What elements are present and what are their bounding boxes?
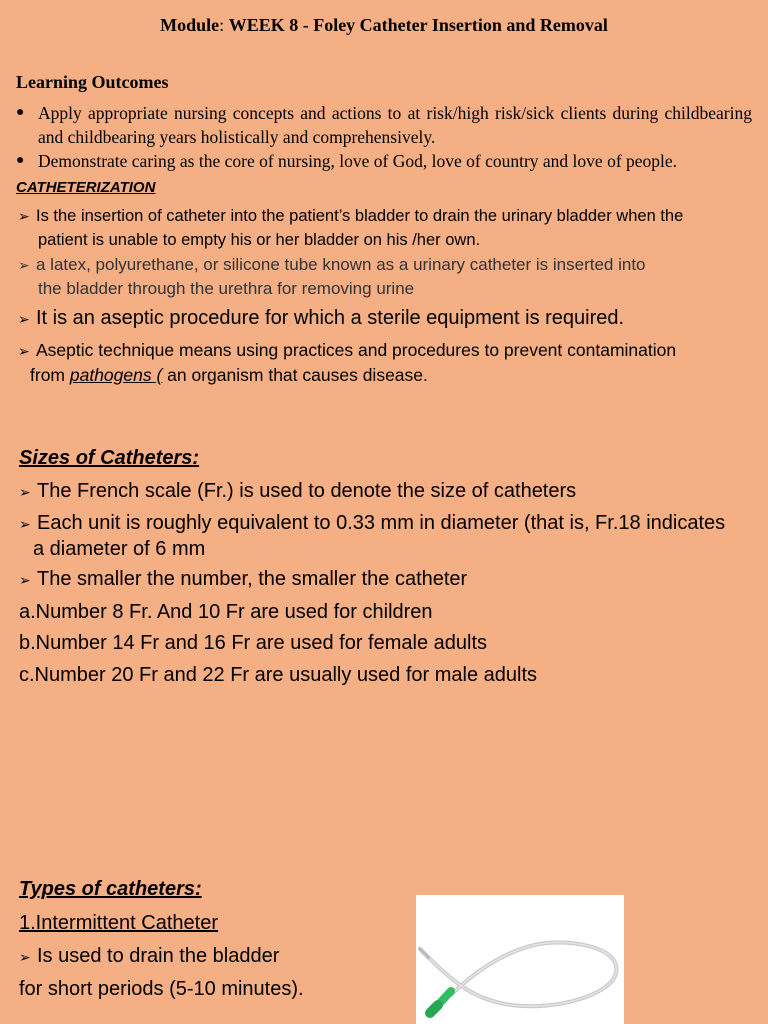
arrow-bullet-icon: ➢ bbox=[18, 257, 30, 273]
point-line bbox=[18, 363, 758, 387]
size-list-item: b.Number 14 Fr and 16 Fr are used for female adults bbox=[19, 632, 488, 654]
bullet-icon: ● bbox=[16, 105, 25, 120]
catheterization-heading: CATHETERIZATION bbox=[16, 179, 156, 196]
point-line: The smaller the number, the smaller the catheter bbox=[37, 568, 468, 590]
catheterization-point bbox=[18, 204, 758, 252]
point-line: patient is unable to empty his or her bladder on his /her own. bbox=[38, 231, 481, 249]
learning-outcome-item bbox=[16, 101, 752, 149]
size-list-item: a.Number 8 Fr. And 10 Fr are used for children bbox=[19, 601, 433, 623]
point-line: It is an aseptic procedure for which a sterile equipment is required. bbox=[36, 307, 625, 329]
catheter-image bbox=[416, 895, 624, 1024]
point-line: a latex, polyurethane, or silicone tube known as a urinary catheter is inserted into bbox=[36, 255, 646, 274]
arrow-bullet-icon: ➢ bbox=[19, 949, 31, 965]
size-list-item: c.Number 20 Fr and 22 Fr are usually used for male adults bbox=[19, 664, 538, 686]
learning-outcomes-heading: Learning Outcomes bbox=[16, 72, 169, 92]
arrow-bullet-icon: ➢ bbox=[18, 343, 30, 359]
module-label: Module bbox=[160, 15, 220, 35]
catheter-illustration bbox=[416, 895, 624, 1024]
point-line: Is used to drain the bladder bbox=[37, 945, 280, 967]
point-text: from bbox=[30, 365, 70, 385]
sizes-point bbox=[19, 567, 759, 593]
pathogens-link[interactable]: pathogens ( bbox=[69, 365, 163, 385]
catheterization-point bbox=[18, 338, 758, 387]
sizes-point bbox=[19, 511, 759, 562]
module-title-text: WEEK 8 - Foley Catheter Insertion and Removal bbox=[228, 15, 608, 35]
catheterization-point bbox=[18, 253, 758, 301]
module-title bbox=[0, 15, 768, 36]
module-separator: : bbox=[219, 15, 229, 35]
point-line: Aseptic technique means using practices and procedures to prevent contamination bbox=[36, 340, 677, 360]
types-heading: Types of catheters: bbox=[19, 878, 202, 900]
arrow-bullet-icon: ➢ bbox=[19, 516, 31, 532]
point-line: The French scale (Fr.) is used to denote the size of catheters bbox=[37, 480, 577, 502]
point-line: the bladder through the urethra for removing urine bbox=[38, 279, 415, 298]
types-point bbox=[19, 944, 279, 970]
learning-outcome-item bbox=[16, 149, 752, 173]
bullet-icon: ● bbox=[16, 153, 25, 168]
point-line: Each unit is roughly equivalent to 0.33 mm in diameter (that is, Fr.18 indicates bbox=[37, 512, 726, 534]
sizes-point bbox=[19, 479, 759, 505]
learning-outcomes-list bbox=[16, 101, 752, 173]
point-line: a diameter of 6 mm bbox=[33, 538, 206, 560]
arrow-bullet-icon: ➢ bbox=[18, 311, 30, 327]
types-point-continuation: for short periods (5-10 minutes). bbox=[19, 978, 304, 1000]
learning-outcome-text: Demonstrate caring as the core of nursing, love of God, love of country and love of people. bbox=[38, 151, 678, 171]
sizes-heading: Sizes of Catheters: bbox=[19, 447, 200, 469]
arrow-bullet-icon: ➢ bbox=[19, 572, 31, 588]
arrow-bullet-icon: ➢ bbox=[18, 208, 30, 224]
learning-outcome-text: Apply appropriate nursing concepts and actions to at risk/high risk/sick clients during childbearing and childbearing years holistically and comprehensively. bbox=[38, 103, 752, 147]
intermittent-catheter-title: 1.Intermittent Catheter bbox=[19, 912, 218, 934]
point-line: Is the insertion of catheter into the patient’s bladder to drain the urinary bladder when the bbox=[36, 207, 684, 225]
arrow-bullet-icon: ➢ bbox=[19, 484, 31, 500]
catheterization-point bbox=[18, 305, 758, 332]
point-text: an organism that causes disease. bbox=[162, 365, 428, 385]
